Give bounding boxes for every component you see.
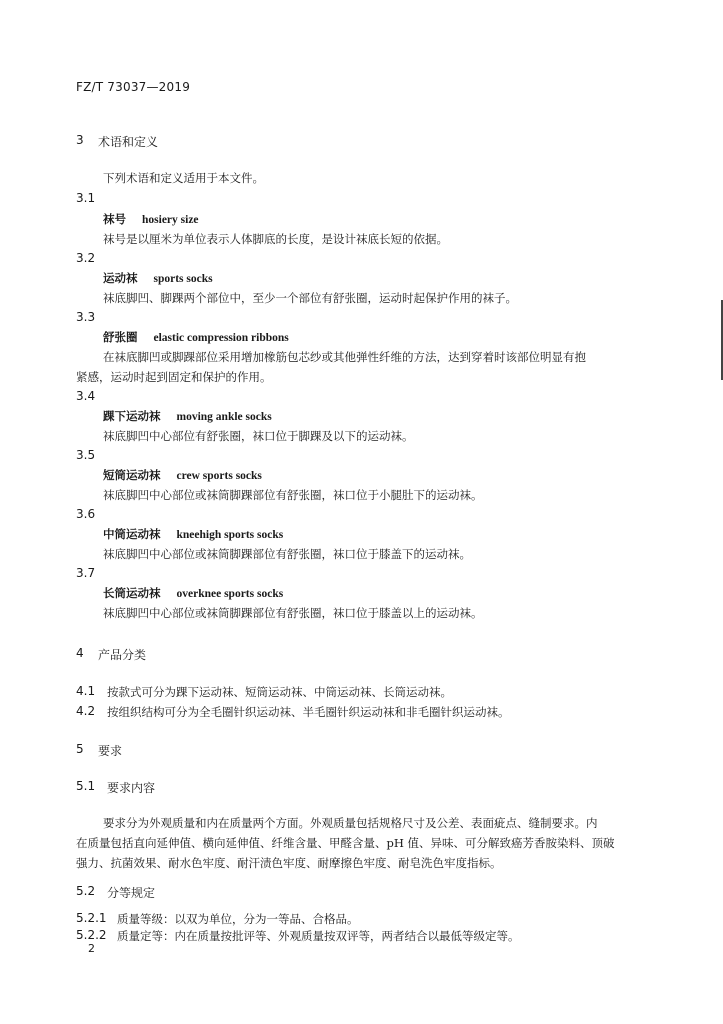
term-title [103,467,262,483]
term-zh: 运动袜 [103,271,138,285]
term-title [103,211,199,227]
paragraph-line: 在质量包括直向延伸值、横向延伸值、纤维含量、甲醛含量、pH 值、异味、可分解致癌芳香胺染料、顶破 [76,836,615,850]
term-en: crew sports socks [176,470,262,482]
term-title [103,270,213,286]
term-title [103,526,283,542]
term-en: sports socks [153,273,213,285]
term-definition: 袜底脚凹中心部位或袜筒脚踝部位有舒张圈，袜口位于膝盖以上的运动袜。 [103,606,483,620]
term-title [103,408,272,424]
term-zh: 舒张圈 [103,330,138,344]
subsection-number: 5.2 [76,884,96,898]
term-definition: 在袜底脚凹或脚踝部位采用增加橡筋包芯纱或其他弹性纤维的方法，达到穿着时该部位明显有抱 [103,350,586,364]
term-title [103,329,289,345]
term-number: 3.7 [76,566,96,580]
item-text: 按组织结构可分为全毛圈针织运动袜、半毛圈针织运动袜和非毛圈针织运动袜。 [107,705,510,719]
term-number: 3.6 [76,507,96,521]
term-definition: 袜底脚凹中心部位有舒张圈，袜口位于脚踝及以下的运动袜。 [103,429,414,443]
term-number: 3.4 [76,389,96,403]
term-zh: 中筒运动袜 [103,527,161,541]
subsection-title: 分等规定 [107,886,156,900]
term-definition: 袜底脚凹、脚踝两个部位中，至少一个部位有舒张圈，运动时起保护作用的袜子。 [103,291,517,305]
paragraph-line: 强力、抗菌效果、耐水色牢度、耐汗渍色牢度、耐摩擦色牢度、耐皂洗色牢度指标。 [76,856,502,870]
section-3-number: 3 [76,133,84,147]
section-3-heading: 术语和定义 [98,135,159,149]
paragraph-line: 要求分为外观质量和内在质量两个方面。外观质量包括规格尺寸及公差、表面疵点、缝制要求。内 [103,816,598,830]
document-code: FZ/T 73037—2019 [76,80,191,94]
term-definition: 袜底脚凹中心部位或袜筒脚踝部位有舒张圈，袜口位于小腿肚下的运动袜。 [103,488,483,502]
section-5-heading: 要求 [98,744,123,758]
item-number: 5.2.1 [76,911,107,925]
term-en: elastic compression ribbons [153,332,289,344]
term-en: overknee sports socks [176,588,284,600]
section-5-number: 5 [76,742,84,756]
term-title [103,585,283,601]
term-number: 3.3 [76,310,96,324]
term-en: hosiery size [142,214,199,226]
term-zh: 长筒运动袜 [103,586,161,600]
term-definition: 袜底脚凹中心部位或袜筒脚踝部位有舒张圈，袜口位于膝盖下的运动袜。 [103,547,471,561]
term-zh: 短筒运动袜 [103,468,161,482]
item-number: 4.1 [76,684,96,698]
term-number: 3.1 [76,191,96,205]
item-number: 4.2 [76,704,96,718]
item-number: 5.2.2 [76,928,107,942]
term-en: kneehigh sports socks [176,529,284,541]
term-zh: 袜号 [103,212,126,226]
term-en: moving ankle socks [176,411,272,423]
section-4-heading: 产品分类 [98,648,147,662]
subsection-title: 要求内容 [107,781,156,795]
term-number: 3.2 [76,251,96,265]
term-zh: 踝下运动袜 [103,409,161,423]
section-3-intro: 下列术语和定义适用于本文件。 [103,171,264,185]
page-number: 2 [88,942,95,955]
term-number: 3.5 [76,448,96,462]
item-text: 按款式可分为踝下运动袜、短筒运动袜、中筒运动袜、长筒运动袜。 [107,685,452,699]
section-4-number: 4 [76,646,84,660]
subsection-number: 5.1 [76,779,96,793]
item-text: 质量定等：内在质量按批评等、外观质量按双评等，两者结合以最低等级定等。 [117,929,520,943]
item-text: 质量等级：以双为单位，分为一等品、合格品。 [117,912,359,926]
term-definition-continued: 紧感，运动时起到固定和保护的作用。 [76,370,272,384]
term-definition: 袜号是以厘米为单位表示人体脚底的长度，是设计袜底长短的依据。 [103,232,448,246]
